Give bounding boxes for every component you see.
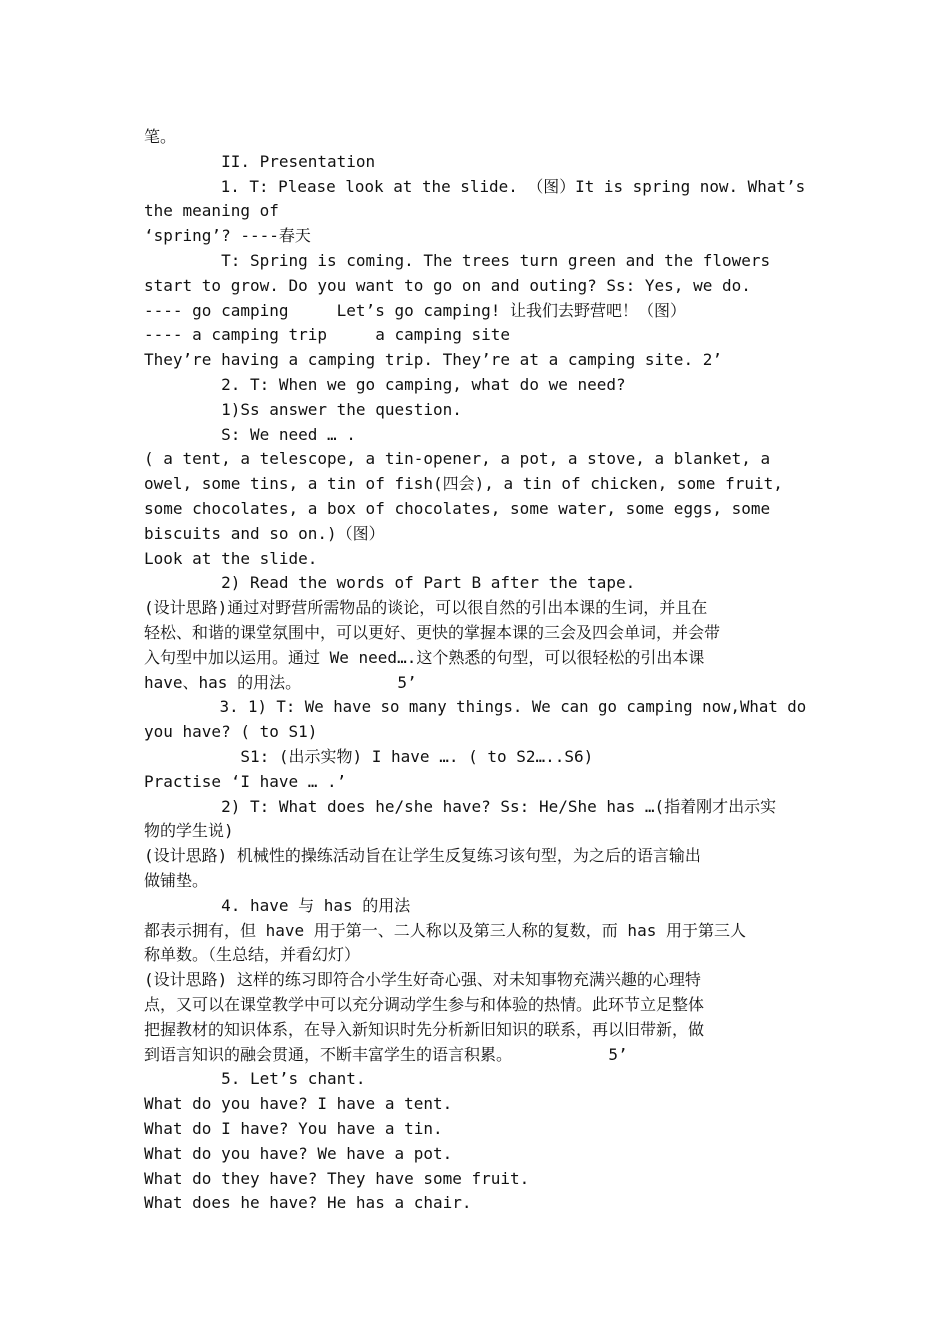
text-line: 笔。 — [144, 127, 177, 146]
text-line: start to grow. Do you want to go on and outing? Ss: Yes, we do. — [144, 275, 751, 295]
text-line: 2) T: What does he/she have? Ss: He/She has …(指着刚才出示实 — [144, 796, 777, 816]
text-line: S: We need … . — [144, 424, 356, 444]
text-line: ‘spring’? ----春天 — [144, 226, 311, 246]
section-heading: II. Presentation — [144, 151, 376, 171]
text-line: 3. 1) T: We have so many things. We can go camping now,What do — [144, 697, 807, 717]
chant-line: What does he have? He has a chair. — [144, 1193, 472, 1213]
design-note-line: have、has 的用法。 5’ — [144, 672, 417, 692]
design-note-line: 点，又可以在课堂教学中可以充分调动学生参与和体验的热情。此环节立足整体 — [144, 995, 705, 1014]
text-line: 1)Ss answer the question. — [144, 399, 462, 419]
text-line: biscuits and so on.)（图） — [144, 523, 385, 543]
text-line: 1. T: Please look at the slide. （图）It is spring now. What’s — [144, 176, 806, 196]
design-note-line: 轻松、和谐的课堂氛围中，可以更好、更快的掌握本课的三会及四会单词，并会带 — [144, 623, 721, 642]
chant-line: What do I have? You have a tin. — [144, 1119, 443, 1138]
text-line: 物的学生说) — [144, 821, 234, 841]
text-line: the meaning of — [144, 201, 279, 221]
design-note-line: 把握教材的知识体系，在导入新知识时先分析新旧知识的联系，再以旧带新，做 — [144, 1019, 705, 1039]
chant-line: What do you have? We have a pot. — [144, 1143, 453, 1163]
text-line: ---- go camping Let’s go camping! 让我们去野营吧！（图） — [144, 300, 687, 320]
chant-line: What do they have? They have some fruit. — [144, 1168, 530, 1188]
design-note-line: 做铺垫。 — [144, 871, 209, 890]
design-note-line: (设计思路)通过对野营所需物品的谈论，可以很自然的引出本课的生词，并且在 — [144, 598, 708, 618]
text-line: 都表示拥有，但 have 用于第一、二人称以及第三人称的复数，而 has 用于第三人 — [144, 920, 746, 940]
design-note-line: 到语言知识的融会贯通，不断丰富学生的语言积累。 5’ — [144, 1044, 628, 1064]
text-line: 2) Read the words of Part B after the tape. — [144, 573, 636, 593]
chant-line: What do you have? I have a tent. — [144, 1094, 453, 1114]
text-line: S1: (出示实物) I have …. ( to S2…..S6) — [144, 747, 594, 766]
design-note-line: 入句型中加以运用。通过 We need….这个熟悉的句型，可以很轻松的引出本课 — [144, 647, 705, 667]
text-line: 5. Let’s chant. — [144, 1069, 366, 1089]
text-line: Look at the slide. — [144, 548, 318, 568]
text-line: Practise ‘I have … .’ — [144, 771, 347, 791]
text-line: 4. have 与 has 的用法 — [144, 895, 411, 915]
design-note-line: (设计思路) 这样的练习即符合小学生好奇心强、对未知事物充满兴趣的心理特 — [144, 970, 701, 990]
text-line: 称单数。（生总结，并看幻灯） — [144, 945, 361, 965]
text-line: some chocolates, a box of chocolates, some water, some eggs, some — [144, 499, 771, 518]
text-line: ( a tent, a telescope, a tin-opener, a pot, a stove, a blanket, a — [144, 449, 771, 469]
text-line: ---- a camping trip a camping site — [144, 325, 511, 345]
text-line: owel, some tins, a tin of fish(四会), a tin of chicken, some fruit, — [144, 474, 783, 494]
text-line: They’re having a camping trip. They’re at a camping site. 2’ — [144, 350, 722, 370]
design-note-line: (设计思路) 机械性的操练活动旨在让学生反复练习该句型，为之后的语言输出 — [144, 846, 701, 866]
text-line: you have? ( to S1) — [144, 722, 318, 742]
text-line: T: Spring is coming. The trees turn green and the flowers — [144, 251, 771, 270]
text-line: 2. T: When we go camping, what do we need? — [144, 375, 626, 394]
